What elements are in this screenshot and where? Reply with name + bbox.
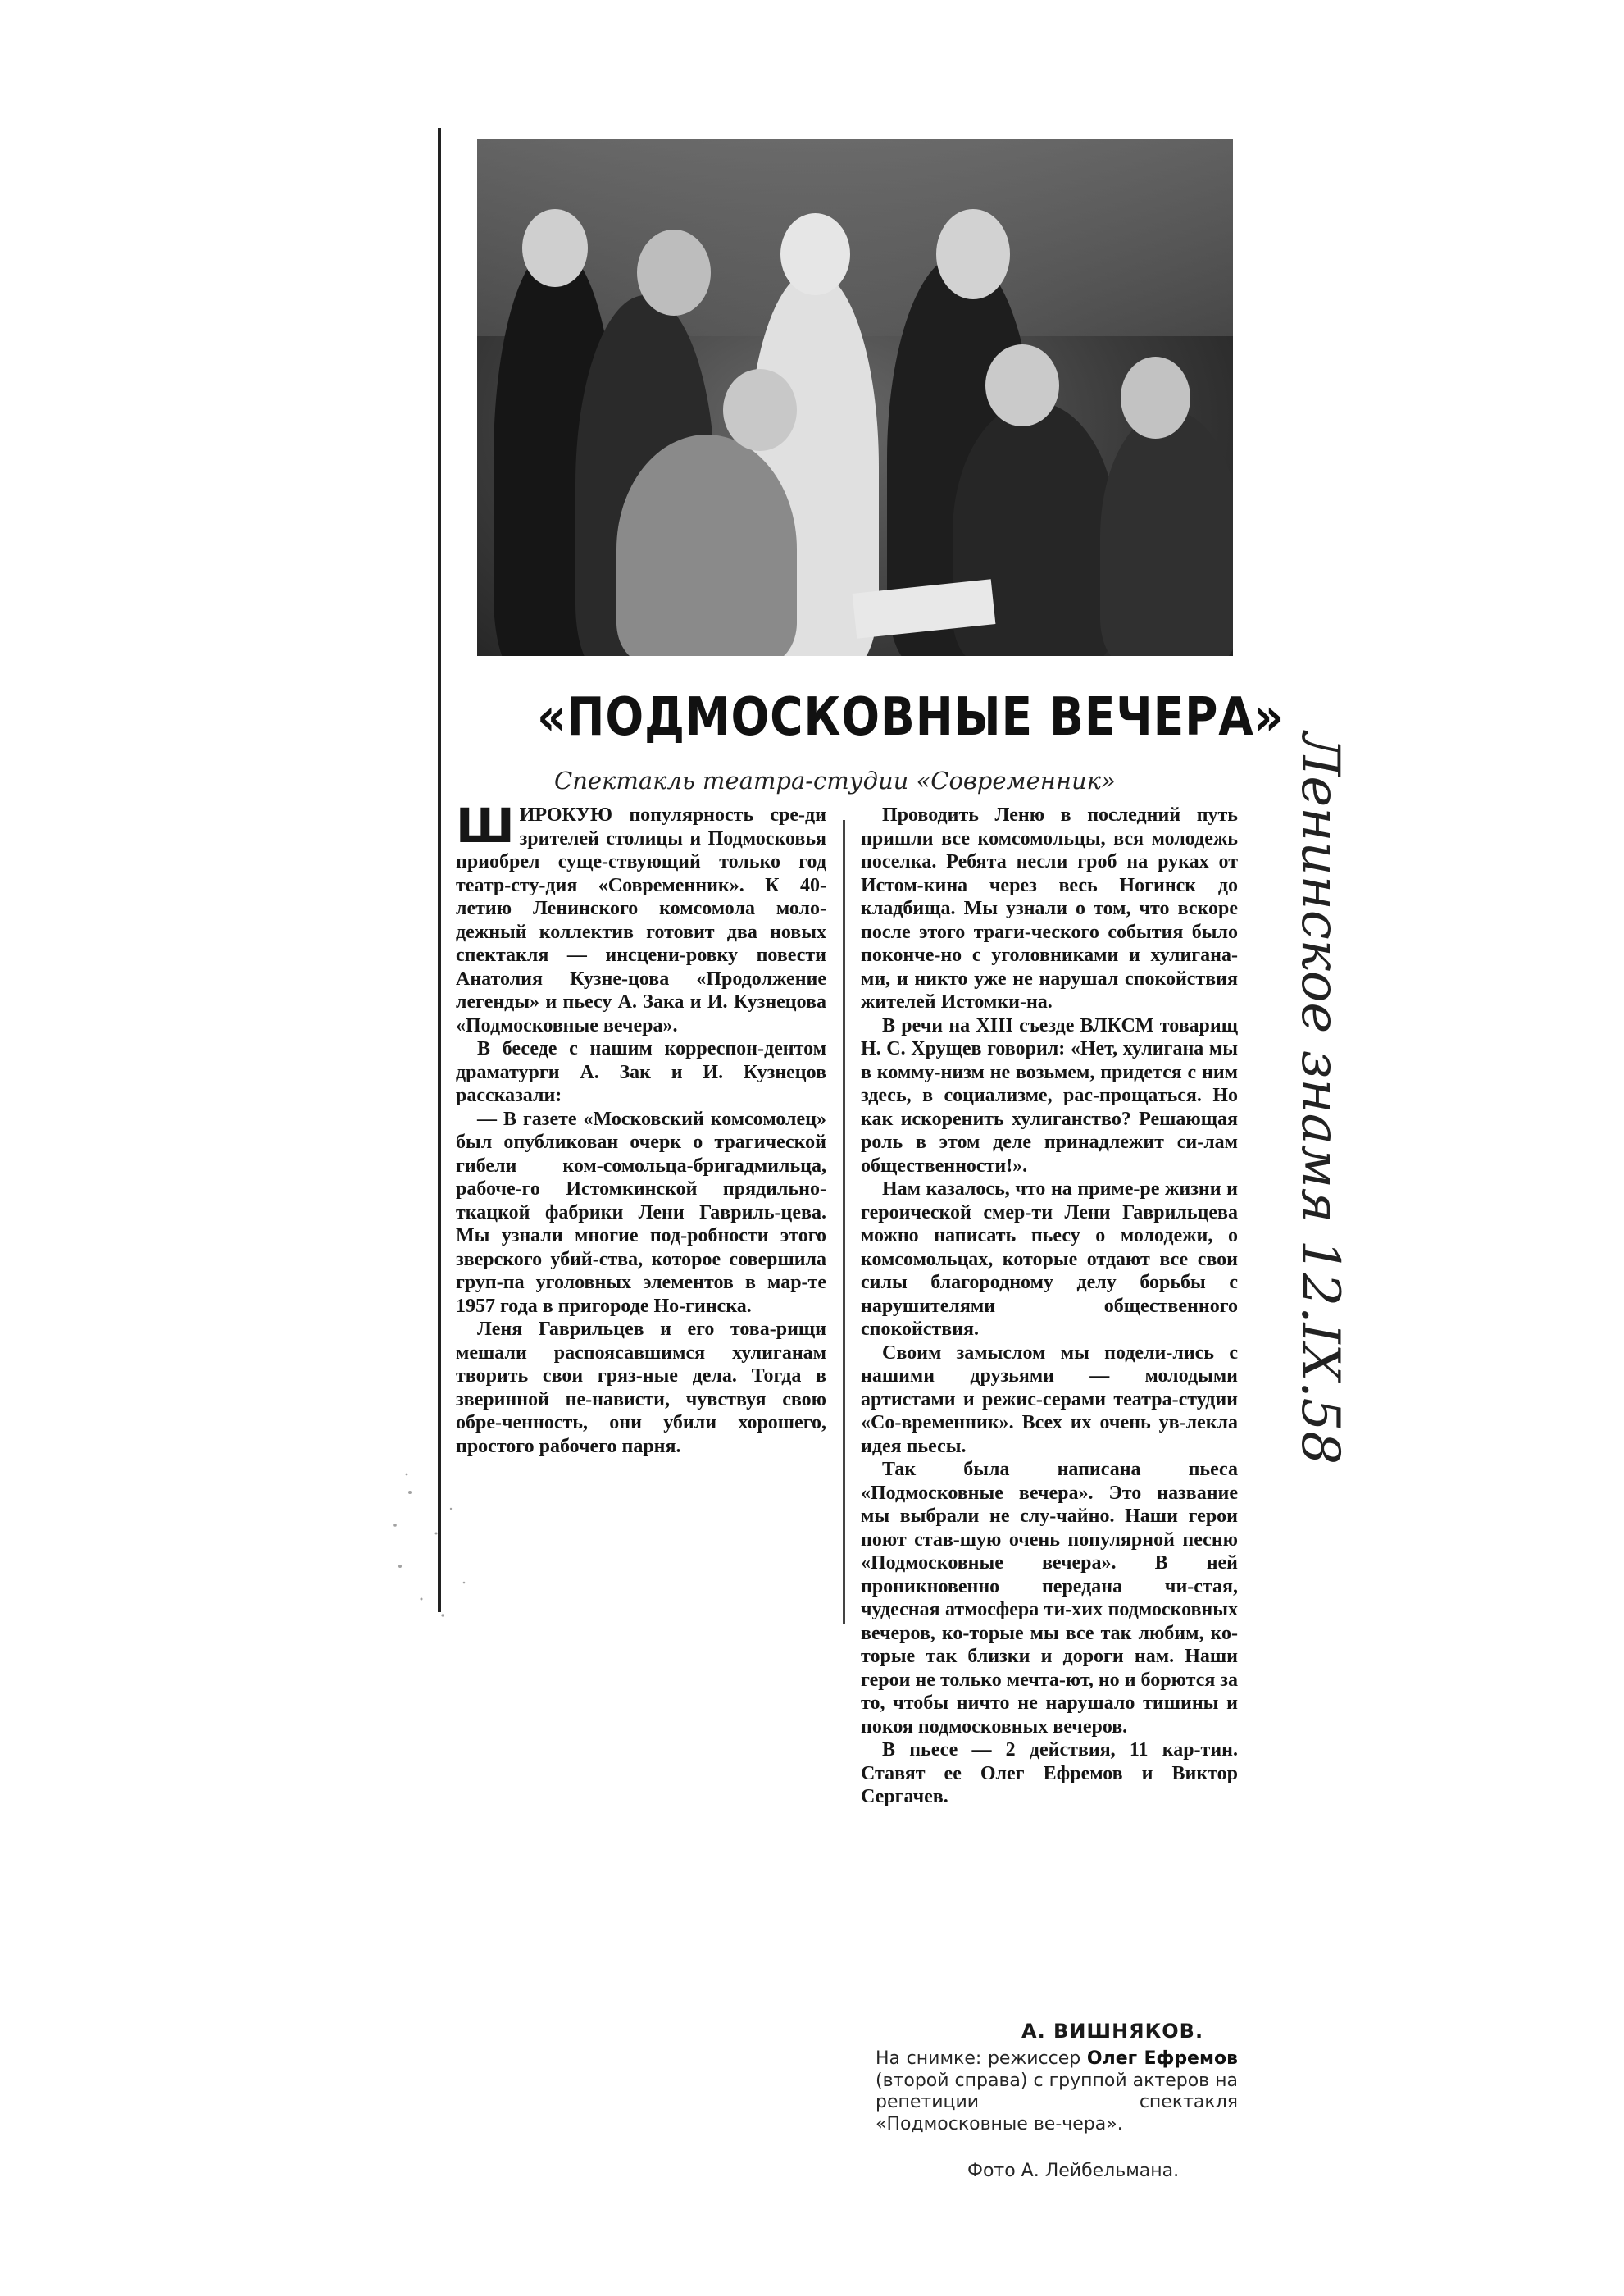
article-paragraph: Проводить Леню в последний путь пришли все комсомольцы, вся молодежь поселка. Ребята несли гроб на руках от Истом-кина через весь Ногинск до кладбища. Мы узнали о том, что вскоре после этого траги-ческого события было покончe-но с уголовниками и хулигана-ми, и никто уже не нарушал спокойствия жителей Истомки-на.	[861, 804, 1238, 1013]
article-column-right	[861, 804, 1238, 1809]
article-paragraph: Нам казалось, что на приме-ре жизни и героической смер-ти Лени Гаврильцева можно написать пьесу о молодежи, о комсомольцах, которые отдают все свои силы благородному делу борьбы с нарушителями общественного спокойствия.	[861, 1178, 1238, 1340]
photo-caption: На снимке: режиссер Олег Ефремов (второй справа) с группой актеров на репетиции спектакля «Подмосковные ве-чера».	[876, 2048, 1239, 2134]
article-author: А. ВИШНЯКОВ.	[1021, 2020, 1204, 2043]
article-paragraph: В речи на XIII съезде ВЛКСМ товарищ Н. С. Хрущев говорил: «Нет, хулигана мы в комму-низм не возьмем, придется с ним здесь, в социализме, рас-прощаться. Но как искоренить хулиганство? Решающая роль в этом деле принадлежит си-лам общественности!».	[861, 1014, 1238, 1177]
handwritten-source-note: Ленинское знамя 12.IX.58	[1290, 732, 1350, 1465]
caption-director-name: Олег Ефремов	[1086, 2048, 1238, 2069]
print-noise-speckles	[385, 1460, 844, 1624]
article-paragraph: Своим замыслом мы подели-лись с нашими друзьями — молодыми артистами и режис-серами театра-студии «Со-временник». Всех их очень ув-лекла идея пьесы.	[861, 1342, 1238, 1457]
column-rule-middle	[843, 820, 845, 1624]
drop-cap: Ш	[456, 798, 515, 854]
article-lead-paragraph: ШИРОКУЮ популярность сре-ди зрителей столицы и Подмосковья приобрел суще-ствующий только год театр-сту-дия «Современник». К 40-летию Ленинского комсомола моло-дежный коллектив готовит два новых спектакля — инсцени-ровку повести Анатолия Кузне-цова «Продолжение легенды» и пьесу А. Зака и И. Кузнецова «Подмосковные вечера».	[456, 798, 826, 1036]
article-paragraph: Леня Гаврильцев и его това-рищи мешали распоясавшимся хулиганам творить свои гряз-ные дела. Тогда в зверинной не-нависти, чувствуя свою обре-ченность, они убили хорошего, простого рабочего парня.	[456, 1319, 826, 1457]
article-paragraph: В пьесе — 2 действия, 11 кар-тин. Ставят ее Олег Ефремов и Виктор Сергачев.	[861, 1739, 1238, 1807]
article-paragraph: В беседе с нашим корреспон-дентом драматурги А. Зак и И. Кузнецов рассказали:	[456, 1038, 826, 1106]
photo-credit: Фото А. Лейбельмана.	[967, 2161, 1180, 2181]
column-rule-left	[438, 128, 441, 1612]
article-paragraph: Так была написана пьеса «Подмосковные вечера». Это название мы выбрали не слу-чайно. Наши герои поют став-шую очень популярной песню «Подмосковные вечера». В ней проникновенно передана чи-стая, чудесная атмосфера ти-хих подмосковных вечеров, ко-торые мы все так любим, ко-торые так близки и дороги нам. Наши герои не только мечта-ют, но и борются за то, чтобы ничто не нарушало тишины и покоя подмосковных вечеров.	[861, 1459, 1238, 1738]
article-subhead: Спектакль театра-студии «Современник»	[554, 767, 1116, 795]
rehearsal-photo	[477, 139, 1233, 656]
article-paragraph: — В газете «Московский комсомолец» был опубликован очерк о трагической гибели ком-сомольца-бригадмильца, рабоче-го Истомкинской прядильно-ткацкой фабрики Лени Гавриль-цева. Мы узнали многие под-робности этого зверского убий-ства, которое совершила груп-па уголовных элементов в мар-те 1957 года в пригороде Но-гинска.	[456, 1108, 826, 1317]
article-headline: «ПОДМОСКОВНЫЕ ВЕЧЕРА»	[537, 687, 1285, 748]
article-column-left	[456, 798, 826, 1458]
